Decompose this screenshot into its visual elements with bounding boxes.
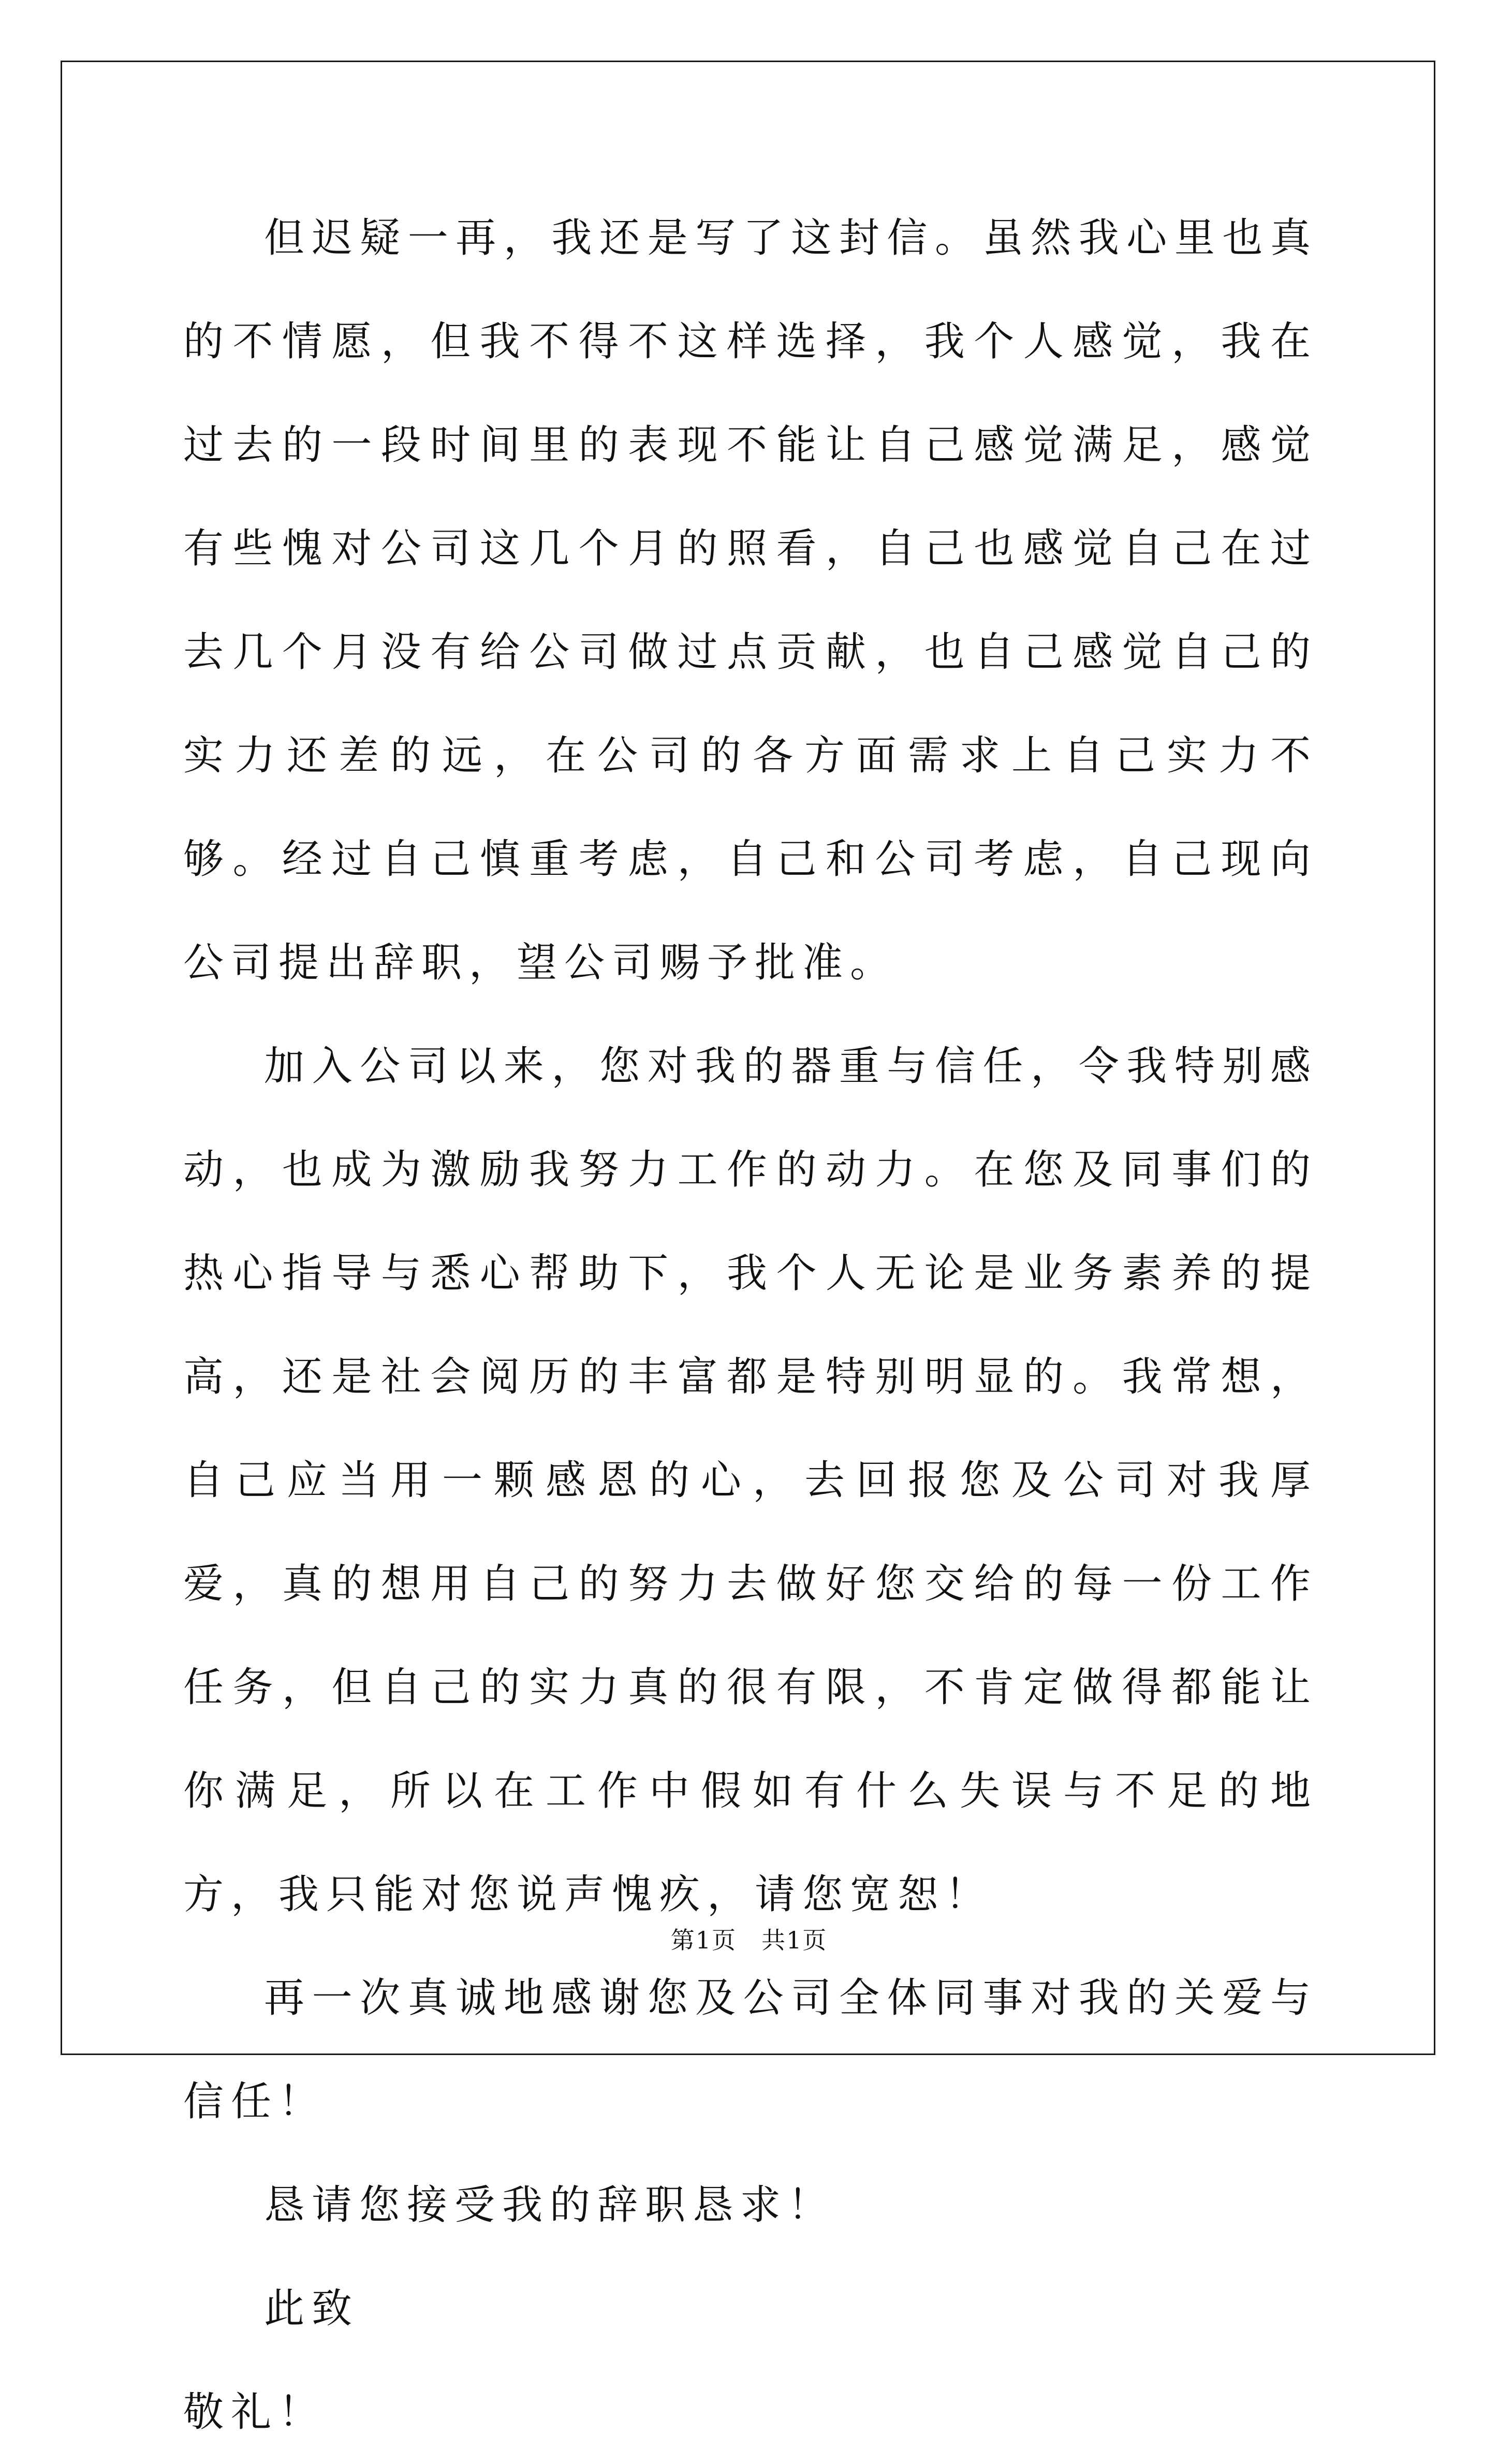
closing-regards: 敬礼！ <box>183 2389 327 2436</box>
page-number-current: 第1页 <box>670 1926 737 1954</box>
paragraph-salutation: 此致 <box>264 2285 360 2332</box>
paragraph-gratitude: 加入公司以来，您对我的器重与信任，令我特别感动，也成为激励我努力工作的动力。在您及同事们的热心指导与悉心帮助下，我个人无论是业务素养的提高，还是社会阅历的丰富都是特别明显的。我常想，自己应当用一颗感恩的心，去回报您及公司对我厚爱，真的想用自己的努力去做好您交给的每一份工作任务，但自己的实力真的很有限，不肯定做得都能让你满足，所以在工作中假如有什么失误与不足的地方，我只能对您说声愧疚，请您宽恕！ <box>183 1043 1318 1918</box>
paragraph-reason: 但迟疑一再，我还是写了这封信。虽然我心里也真的不情愿，但我不得不这样选择，我个人感觉，我在过去的一段时间里的表现不能让自己感觉满足，感觉有些愧对公司这几个月的照看，自己也感觉自己在过去几个月没有给公司做过点贡献，也自己感觉自己的实力还差的远，在公司的各方面需求上自己实力不够。经过自己慎重考虑，自己和公司考虑，自己现向公司提出辞职，望公司赐予批准。 <box>183 215 1318 986</box>
letter-body <box>183 186 1318 2464</box>
page-number-total: 共1页 <box>761 1926 828 1954</box>
paragraph-request: 恳请您接受我的辞职恳求！ <box>264 2182 836 2228</box>
paragraph-thanks: 再一次真诚地感谢您及公司全体同事对我的关爱与信任！ <box>183 1975 1318 2125</box>
page-footer <box>0 1925 1498 1956</box>
